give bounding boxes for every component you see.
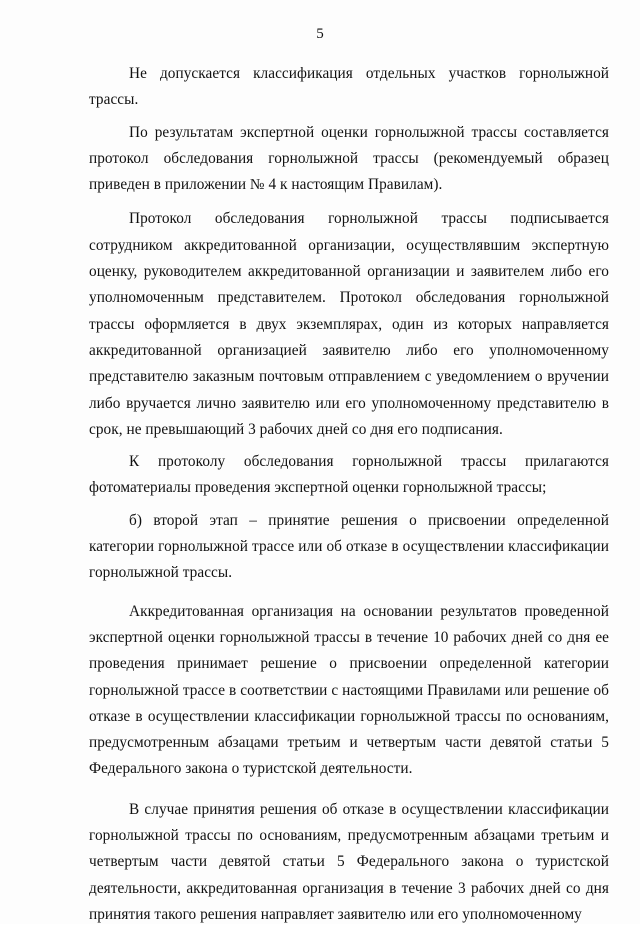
paragraph-second-stage: б) второй этап – принятие решения о присвоении определенной категории горнолыжной трассе или об отказе в осуществлении классификации горнолыжной трассы. <box>89 511 609 582</box>
paragraph-category-decision: Аккредитованная организация на основании результатов проведенной экспертной оценки горнолыжной трассы в течение 10 рабочих дней со дня ее проведения принимает решение о присвоении определенной категории горнолыжной трассе в соответствии с настоящими Правилами или решение об отказе в осуществлении классификации горнолыжной трассы по основаниям, предусмотренным абзацами третьим и четвертым части девятой статьи 5 Федерального закона о туристской деятельности. <box>89 602 609 778</box>
paragraph-no-partial-classification: Не допускается классификация отдельных участков горнолыжной трассы. <box>89 65 609 109</box>
paragraph-survey-protocol: По результатам экспертной оценки горнолыжной трассы составляется протокол обследования горнолыжной трассы (рекомендуемый образец приведен в приложении № 4 к настоящим Правилам). <box>89 123 609 194</box>
document-body <box>89 61 609 934</box>
page-number: 5 <box>316 26 324 42</box>
paragraph-protocol-signing: Протокол обследования горнолыжной трассы подписывается сотрудником аккредитованной организации, осуществлявшим экспертную оценку, руководителем аккредитованной организации и заявителем либо его уполномоченным представителем. Протокол обследования горнолыжной трассы оформляется в двух экземплярах, один из которых направляется аккредитованной организацией заявителю либо его уполномоченному представителю заказным почтовым отправлением с уведомлением о вручении либо вручается лично заявителю или его уполномоченному представителю в срок, не превышающий 3 рабочих дней со дня его подписания. <box>89 210 609 438</box>
paragraph-photo-materials: К протоколу обследования горнолыжной трассы прилагаются фотоматериалы проведения экспертной оценки горнолыжной трассы; <box>89 453 609 497</box>
paragraph-refusal-notice: В случае принятия решения об отказе в осуществлении классификации горнолыжной трассы по основаниям, предусмотренным абзацами третьим и четвертым части девятой статьи 5 Федерального закона о туристской деятельности, аккредитованная организация в течение 3 рабочих дней со дня принятия такого решения направляет заявителю или его уполномоченному <box>89 800 609 923</box>
